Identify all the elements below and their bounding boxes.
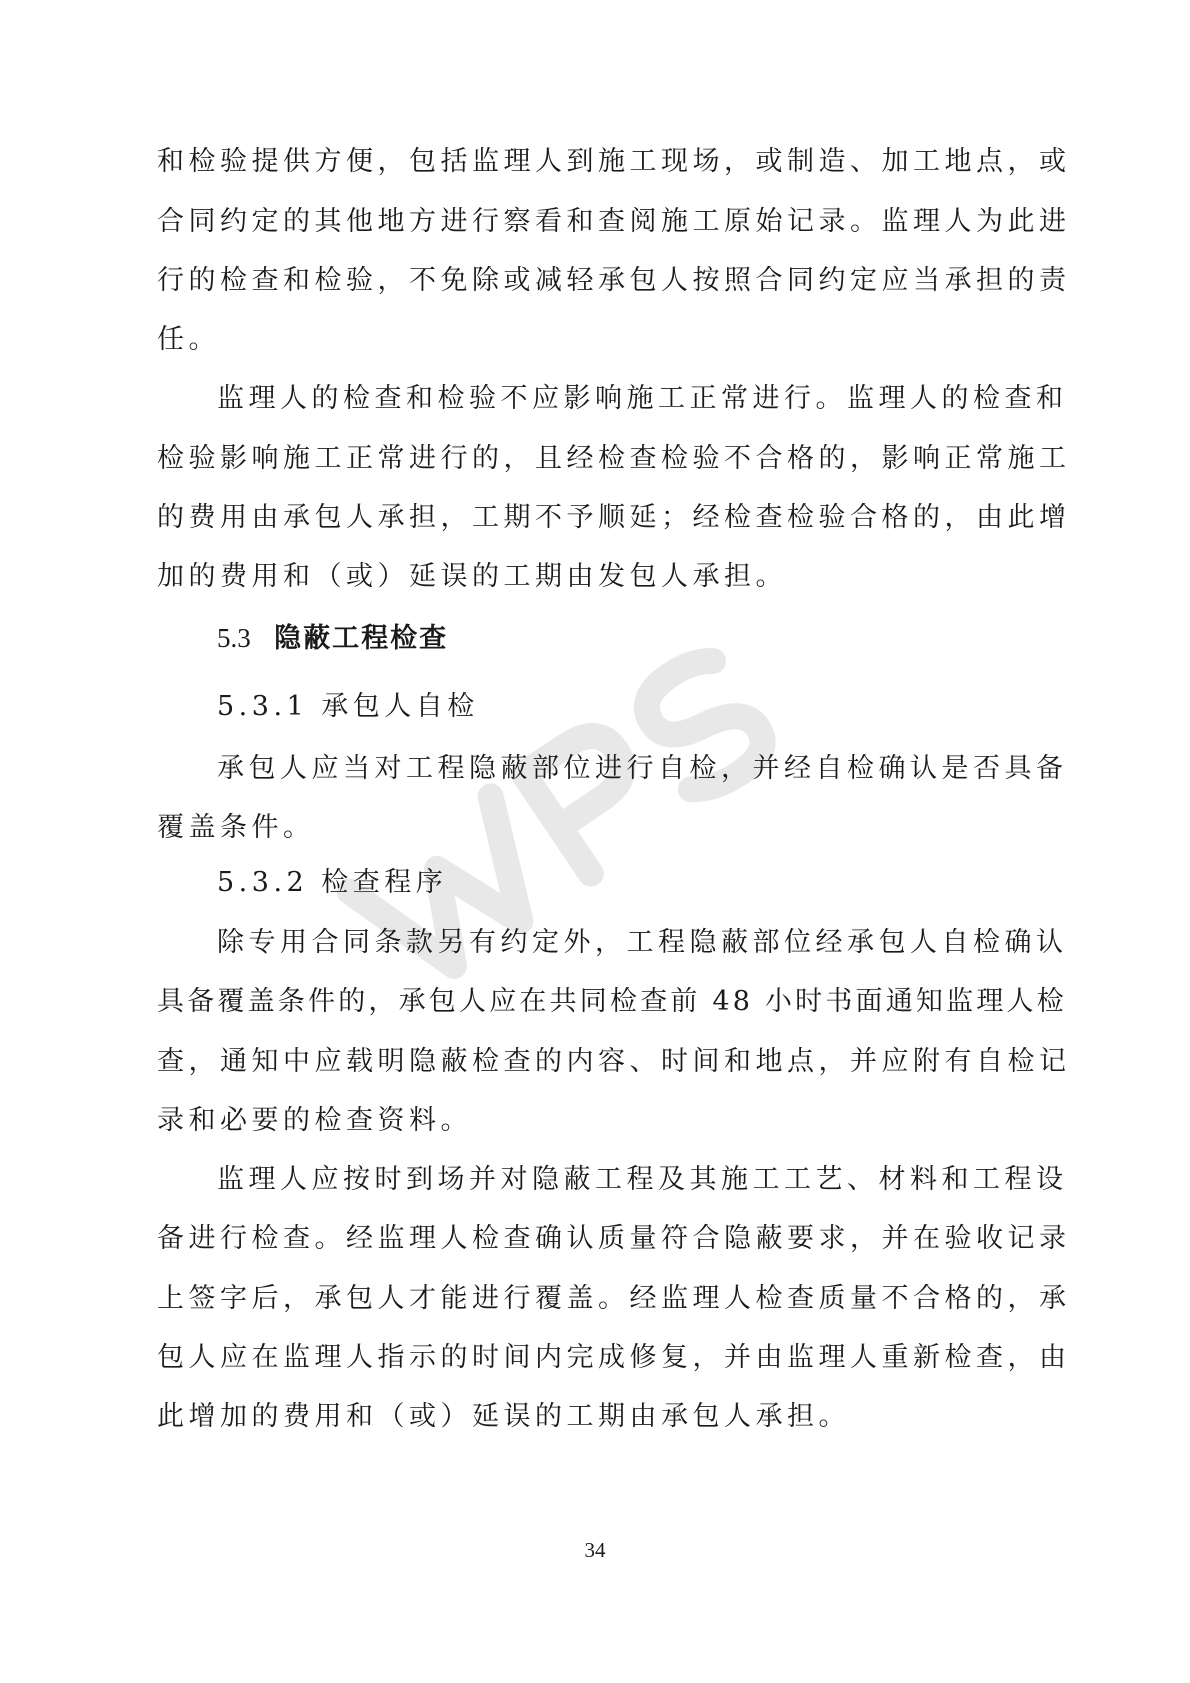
text-line: 除专用合同条款另有约定外，工程隐蔽部位经承包人自检确认 bbox=[217, 927, 1068, 958]
text-line: 检验影响施工正常进行的，且经检查检验不合格的，影响正常施工 bbox=[157, 443, 1071, 474]
section-title: 隐蔽工程检查 bbox=[274, 623, 449, 654]
text-line: 合同约定的其他地方进行察看和查阅施工原始记录。监理人为此进 bbox=[157, 206, 1071, 237]
text-line: 上签字后，承包人才能进行覆盖。经监理人检查质量不合格的，承 bbox=[157, 1283, 1071, 1314]
text-line: 行的检查和检验，不免除或减轻承包人按照合同约定应当承担的责 bbox=[157, 265, 1071, 296]
text-line: 备进行检查。经监理人检查确认质量符合隐蔽要求，并在验收记录 bbox=[157, 1223, 1071, 1254]
text-line: 任。 bbox=[157, 324, 220, 355]
text-line: 的费用由承包人承担，工期不予顺延；经检查检验合格的，由此增 bbox=[157, 502, 1071, 533]
text-line: 包人应在监理人指示的时间内完成修复，并由监理人重新检查，由 bbox=[157, 1342, 1071, 1373]
section-number: 5.3 bbox=[217, 623, 251, 653]
section-heading bbox=[217, 621, 448, 656]
text-line: 监理人的检查和检验不应影响施工正常进行。监理人的检查和 bbox=[217, 383, 1068, 414]
subsection-heading: 5.3.1 承包人自检 bbox=[217, 691, 479, 722]
text-line: 监理人应按时到场并对隐蔽工程及其施工工艺、材料和工程设 bbox=[217, 1164, 1068, 1195]
text-line: 和检验提供方便，包括监理人到施工现场，或制造、加工地点，或 bbox=[157, 146, 1071, 177]
text-line: 具备覆盖条件的，承包人应在共同检查前 48 小时书面通知监理人检 bbox=[157, 986, 1067, 1017]
page-number: 34 bbox=[584, 1538, 606, 1562]
text-line: 录和必要的检查资料。 bbox=[157, 1105, 472, 1136]
text-line: 加的费用和（或）延误的工期由发包人承担。 bbox=[157, 561, 787, 592]
text-line: 此增加的费用和（或）延误的工期由承包人承担。 bbox=[157, 1401, 850, 1432]
text-line: 查，通知中应载明隐蔽检查的内容、时间和地点，并应附有自检记 bbox=[157, 1046, 1071, 1077]
text-line: 承包人应当对工程隐蔽部位进行自检，并经自检确认是否具备 bbox=[217, 753, 1068, 784]
text-line: 覆盖条件。 bbox=[157, 812, 315, 843]
subsection-heading: 5.3.2 检查程序 bbox=[217, 867, 448, 898]
